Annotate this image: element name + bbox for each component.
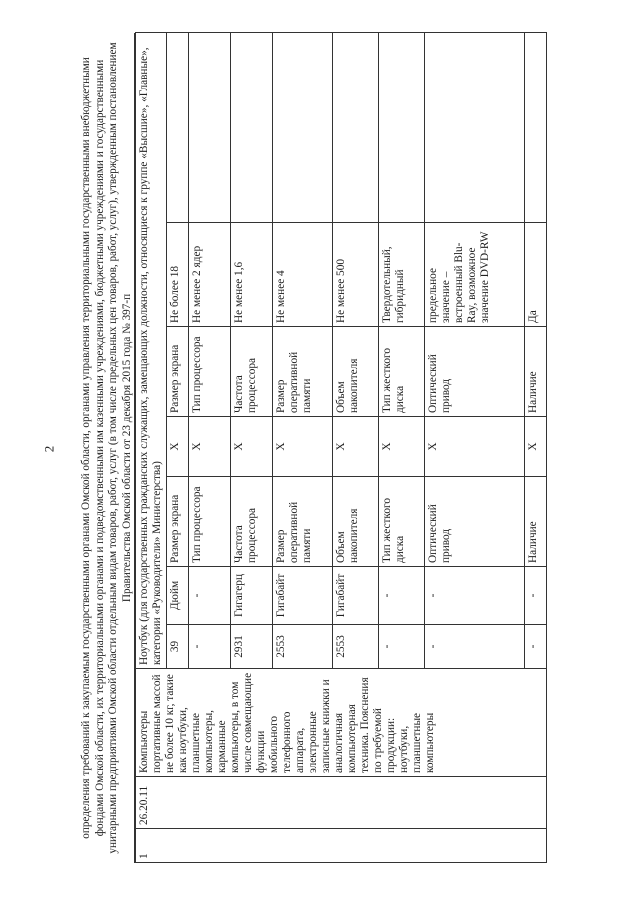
row-number: 1	[136, 829, 547, 863]
characteristic-cell: Тип процессора	[189, 327, 231, 417]
x-cell: X	[525, 417, 547, 477]
characteristic-cell: Наличие	[525, 477, 547, 567]
table-row	[136, 32, 167, 862]
unit-cell: Гигабайт	[333, 567, 379, 625]
characteristic-cell: Частота процессора	[231, 477, 273, 567]
empty-cell	[333, 32, 379, 222]
characteristic-cell: Оптический привод	[425, 477, 525, 567]
page-number: 2	[41, 445, 57, 453]
empty-cell	[189, 32, 231, 222]
okei-cell: -	[425, 625, 525, 669]
unit-cell: -	[379, 567, 425, 625]
rotated-page	[80, 33, 640, 863]
empty-cell	[273, 32, 333, 222]
characteristic-cell: Размер оперативной памяти	[273, 327, 333, 417]
value-cell: Не менее 500	[333, 223, 379, 327]
x-cell: X	[425, 417, 525, 477]
characteristic-cell: Размер экрана	[167, 477, 189, 567]
characteristic-cell: Объем накопителя	[333, 327, 379, 417]
x-cell: X	[231, 417, 273, 477]
okei-cell: -	[525, 625, 547, 669]
okei-cell: 2931	[231, 625, 273, 669]
okei-cell: 2553	[333, 625, 379, 669]
group-title: Ноутбук (для государственных гражданских служащих, замещающих должности, относящиеся к группе «Высшие», «Главные», категории «Руководители» Министерства)	[136, 32, 167, 668]
characteristic-cell: Размер экрана	[167, 327, 189, 417]
characteristic-cell: Объем накопителя	[333, 477, 379, 567]
x-cell: X	[333, 417, 379, 477]
x-cell: X	[189, 417, 231, 477]
okei-cell: 39	[167, 625, 189, 669]
characteristic-cell: Частота процессора	[231, 327, 273, 417]
empty-cell	[167, 32, 189, 222]
x-cell: X	[379, 417, 425, 477]
value-cell: Не более 18	[167, 223, 189, 327]
value-cell: предельное значение – встроенный Blu-Ray, возможное значение DVD-RW	[425, 223, 525, 327]
okei-cell: -	[189, 625, 231, 669]
value-cell: Твердотельный, гибридный	[379, 223, 425, 327]
unit-cell: Дюйм	[167, 567, 189, 625]
requirements-table	[135, 32, 547, 863]
unit-cell: -	[425, 567, 525, 625]
okei-cell: -	[379, 625, 425, 669]
characteristic-cell: Тип жесткого диска	[379, 477, 425, 567]
value-cell: Не менее 1,6	[231, 223, 273, 327]
characteristic-cell: Оптический привод	[425, 327, 525, 417]
unit-cell: Гигагерц	[231, 567, 273, 625]
empty-cell	[525, 32, 547, 222]
empty-cell	[379, 32, 425, 222]
unit-cell: -	[525, 567, 547, 625]
empty-cell	[425, 32, 525, 222]
okei-cell: 2553	[273, 625, 333, 669]
value-cell: Не менее 4	[273, 223, 333, 327]
value-cell: Не менее 2 ядер	[189, 223, 231, 327]
characteristic-cell: Тип процессора	[189, 477, 231, 567]
x-cell: X	[167, 417, 189, 477]
characteristic-cell: Наличие	[525, 327, 547, 417]
empty-cell	[231, 32, 273, 222]
characteristic-cell: Тип жесткого диска	[379, 327, 425, 417]
product-name: Компьютеры портативные массой не более 10 кг, такие как ноутбуки, планшетные компьютеры, карманные компьютеры, в том числе совмещающие функции мобильного телефонного аппарата, электронные записные книжки и аналогичная компьютерная техника. Пояснения по требуемой продукции: ноутбуки, планшетные компьютеры	[136, 669, 547, 777]
unit-cell: Гигабайт	[273, 567, 333, 625]
characteristic-cell: Размер оперативной памяти	[273, 477, 333, 567]
okpd-code: 26.20.11	[136, 777, 547, 829]
unit-cell: -	[189, 567, 231, 625]
x-cell: X	[273, 417, 333, 477]
value-cell: Да	[525, 223, 547, 327]
document-header: определения требований к закупаемым государственными органами Омской области, органами управления территориальными государственными внебюджетными фондами Омской области, их территориальными органами и подведомственными им казенными учреждениями, бюджетными учреждениями и государственными унитарными предприятиями Омской области отдельным видам товаров, работ, услуг (в том числе предельных цен товаров, работ, услуг), утвержденным постановлением Правительства Омской области от 23 декабря 2015 года № 397-п	[80, 33, 135, 863]
